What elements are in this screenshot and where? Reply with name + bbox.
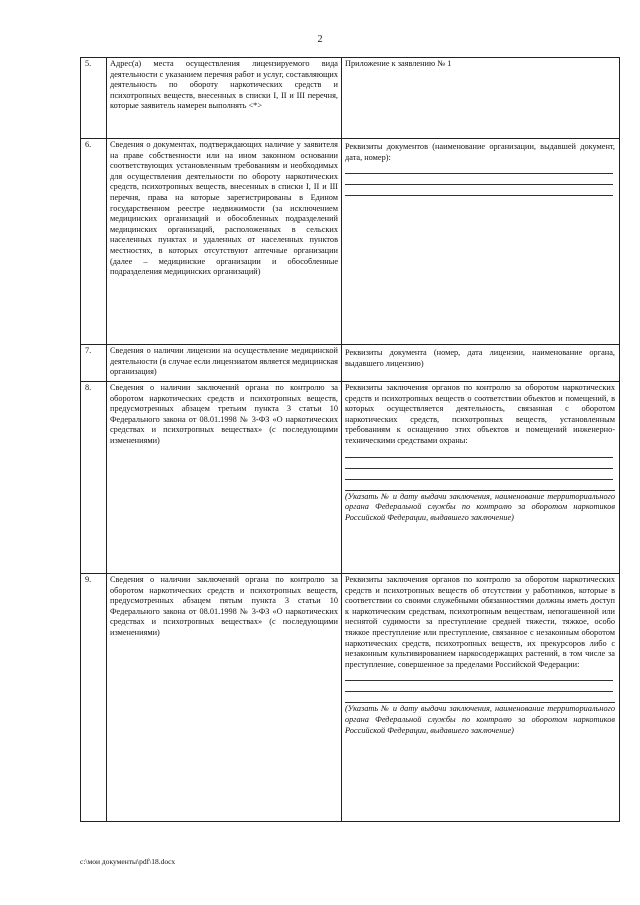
fill-line[interactable] [345, 469, 613, 480]
application-table [80, 57, 620, 822]
row-value: Реквизиты документов (наименование организации, выдавшей документ, дата, номер): [345, 142, 615, 162]
row-label: Сведения о наличии заключений органа по контролю за оборотом наркотических средств и психотропных веществ, предусмотренных абзацем третьим пункта 3 статьи 10 Федерального закона от 08.01.1998 № 3-ФЗ «О наркотических средствах и психотропных веществах» (с последующими изменениями) [107, 382, 342, 574]
row-value-cell [342, 382, 620, 574]
row-number: 9. [81, 574, 107, 822]
row-number: 8. [81, 382, 107, 574]
table-row [81, 574, 620, 822]
row-value: Реквизиты заключения органов по контролю за оборотом наркотических средств и психотропных веществ об отсутствии у работников, которые в соответствии со своими служебными обязанностями должны иметь доступ к наркотическим средствам, психотропным веществам, непогашенной или неснятой судимости за преступление средней тяжести, тяжкое, особо тяжкое преступление или преступление, связанное с незаконным оборотом наркотических средств, психотропных веществ, их прекурсоров либо с незаконным культивированием наркосодержащих растений, в том числе за преступление, совершенное за пределами Российской Федерации: [345, 575, 615, 669]
row-label: Сведения о наличии заключений органа по контролю за оборотом наркотических средств и психотропных веществ, предусмотренных абзацем пятым пункта 3 статьи 10 Федерального закона от 08.01.1998 № 3-ФЗ «О наркотических средствах и психотропных веществах» (с последующими изменениями) [107, 574, 342, 822]
row-label: Адрес(а) места осуществления лицензируемого вида деятельности с указанием перечня работ и услуг, составляющих деятельность по обороту наркотических средств и психотропных веществ, внесенных в списки I, II и III перечня, которые заявитель намерен выполнять <*> [107, 58, 342, 139]
table-row [81, 139, 620, 345]
note-text: (Указать № и дату выдачи заключения, наименование территориального органа Федеральной службы по контролю за оборотом наркотиков Российской Федерации, выдавшего заключение) [345, 491, 615, 522]
row-value: Реквизиты заключения органов по контролю за оборотом наркотических средств и психотропных веществ о соответствии объектов и помещений, в которых осуществляется деятельность, связанная с оборотом наркотических средств, психотропных веществ, установленным требованиям к оснащению этих объектов и помещений инженерно-техническими средствами охраны: [345, 383, 615, 445]
row-value-cell [342, 574, 620, 822]
fill-line[interactable] [345, 670, 613, 681]
row-number: 5. [81, 58, 107, 139]
fill-line[interactable] [345, 447, 613, 458]
row-value: Приложение к заявлению № 1 [342, 58, 620, 139]
fill-line[interactable] [345, 163, 613, 174]
fill-line[interactable] [345, 681, 613, 692]
row-label: Сведения о документах, подтверждающих наличие у заявителя на праве собственности или на ином законном основании соответствующих установленным требованиям и необходимых для осуществления деятельности по обороту наркотических средств, психотропных веществ, внесенных в списки I, II и III перечня, права на которые зарегистрированы в Едином государственном реестре недвижимости (за исключением медицинских организаций и обособленных подразделений медицинских организаций, расположенных в сельских населенных пунктах и удаленных от населенных пунктов местностях, в которых отсутствуют аптечные организации (далее – медицинские организации и обособленные подразделения медицинских организаций) [107, 139, 342, 345]
row-value-cell [342, 139, 620, 345]
table-row [81, 58, 620, 139]
table-row [81, 345, 620, 382]
fill-line[interactable] [345, 185, 613, 196]
row-label: Сведения о наличии лицензии на осуществление медицинской деятельности (в случае если лицензиатом является медицинская организация) [107, 345, 342, 382]
note-text: (Указать № и дату выдачи заключения, наименование территориального органа Федеральной службы по контролю за оборотом наркотиков Российской Федерации, выдавшего заключение) [345, 704, 615, 735]
file-path-footer: c:\мои документы\pdf\18.docx [80, 857, 176, 866]
page-number: 2 [317, 34, 323, 45]
table-row [81, 382, 620, 574]
row-value: Реквизиты документа (номер, дата лицензии, наименование органа, выдавшего лицензию) [342, 345, 620, 382]
fill-line[interactable] [345, 458, 613, 469]
row-number: 7. [81, 345, 107, 382]
row-number: 6. [81, 139, 107, 345]
fill-line[interactable] [345, 174, 613, 185]
